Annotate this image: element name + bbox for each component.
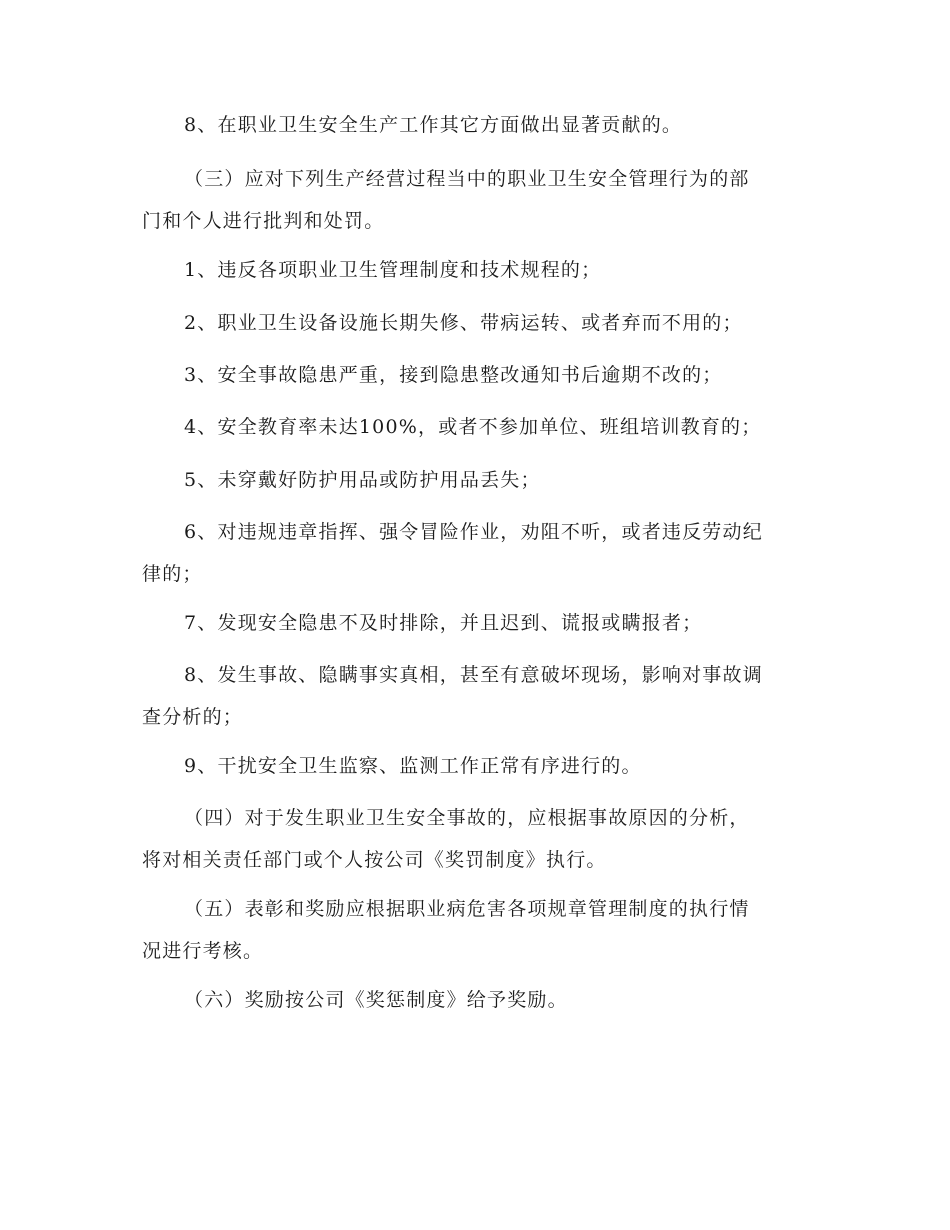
paragraph-11 — [0, 745, 642, 787]
text-line: （五）表彰和奖励应根据职业病危害各项规章管理制度的执行情 — [184, 898, 750, 920]
text-line: 将对相关责任部门或个人按公司《奖罚制度》执行。 — [142, 849, 607, 871]
paragraph-1 — [0, 104, 682, 146]
paragraph-10 — [0, 654, 763, 738]
paragraph-7 — [0, 459, 541, 501]
text-line: （三）应对下列生产经营过程当中的职业卫生安全管理行为的部 — [184, 168, 750, 190]
text-line: 8、在职业卫生安全生产工作其它方面做出显著贡献的。 — [184, 114, 683, 136]
paragraph-9 — [0, 602, 702, 644]
paragraph-13 — [0, 888, 750, 972]
paragraph-12 — [0, 797, 750, 881]
paragraph-4 — [0, 302, 743, 344]
text-line: 8、发生事故、隐瞒事实真相，甚至有意破坏现场，影响对事故调 — [184, 664, 763, 686]
text-line: 查分析的； — [142, 706, 244, 728]
text-line: 9、干扰安全卫生监察、监测工作正常有序进行的。 — [184, 755, 642, 777]
text-line: 3、安全事故隐患严重，接到隐患整改通知书后逾期不改的； — [184, 364, 723, 386]
text-line: 6、对违规违章指挥、强令冒险作业，劝阻不听，或者违反劳动纪 — [184, 521, 763, 543]
text-line: 4、安全教育率未达100%，或者不参加单位、班组培训教育的； — [184, 416, 762, 438]
paragraph-5 — [0, 354, 723, 396]
text-line: 1、违反各项职业卫生管理制度和技术规程的； — [184, 259, 602, 281]
text-line: 2、职业卫生设备设施长期失修、带病运转、或者弃而不用的； — [184, 312, 743, 334]
paragraph-8 — [0, 511, 763, 595]
paragraph-14 — [0, 979, 568, 1021]
paragraph-3 — [0, 249, 601, 291]
text-line: 7、发现安全隐患不及时排除，并且迟到、谎报或瞒报者； — [184, 612, 703, 634]
text-line: 5、未穿戴好防护用品或防护用品丢失； — [184, 469, 541, 491]
text-line: （四）对于发生职业卫生安全事故的，应根据事故原因的分析， — [184, 807, 750, 829]
paragraph-6 — [0, 406, 761, 448]
text-line: （六）奖励按公司《奖惩制度》给予奖励。 — [184, 989, 568, 1011]
text-line: 况进行考核。 — [142, 940, 264, 962]
text-line: 律的； — [142, 563, 203, 585]
text-line: 门和个人进行批判和处罚。 — [142, 210, 385, 232]
paragraph-2 — [0, 158, 750, 242]
